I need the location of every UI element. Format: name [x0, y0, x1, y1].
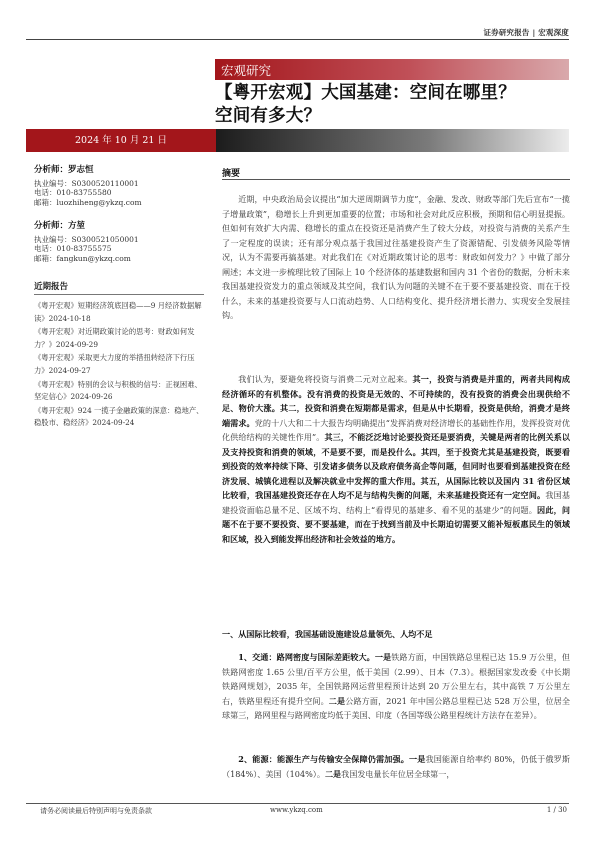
- body-text: 公路方面，2021 年中国公路总里程已达 528 万公里，位居全球第三，路网里程与路网密度均低于美国、印度（各国等级公路里程统计方法存在差异）。: [222, 695, 570, 720]
- report-title-line-1: 【粤开宏观】大国基建：空间在哪里？: [215, 83, 516, 103]
- body-bold-text: 其一，投资与消费是并重的，两者共同构成经济循环的有机整体。没有消费的投资是无效的、不可持续的，没有投资的消费会出现供给不足、物价大涨。其二，投资和消费在短期都是需求，但是从中长期看，投资是供给，消费才是终端需求。: [222, 374, 570, 428]
- analyst-license: 执业编号：S0300520110001: [34, 178, 139, 188]
- section-heading: 一、从国际比较看，我国基础设施建设总量领先、人均不足: [222, 629, 433, 639]
- header-divider: [26, 39, 569, 40]
- body-bold-text: 一是: [374, 652, 392, 662]
- analyst-email[interactable]: 邮箱：fangkun@ykzq.com: [34, 253, 131, 263]
- footer-divider: [26, 803, 569, 804]
- body-paragraph: [222, 372, 570, 546]
- analyst-card: [34, 222, 204, 263]
- body-text: 党的十八大和二十大报告均明确提出“发挥消费对经济增长的基础性作用，发挥投资对优化供给结构的关键性作用”。: [222, 417, 570, 442]
- body-paragraph: [222, 650, 570, 723]
- related-report-link[interactable]: 《粤开宏观》对近期政策讨论的思考：财政如何发力？》2024-09-29: [34, 327, 195, 349]
- analyst-email[interactable]: 邮箱：luozhiheng@ykzq.com: [34, 197, 142, 207]
- related-report-link[interactable]: 《粤开宏观》特别的会议与积极的信号：正视困难、坚定信心》2024-09-26: [34, 379, 202, 402]
- body-bold-text: 一是: [409, 754, 426, 764]
- page-number: 1 / 30: [546, 806, 567, 814]
- body-bold-text: 2、能源：能源生产与传输安全保障仍需加强。: [238, 754, 409, 764]
- body-bold-text: 二是: [324, 768, 342, 779]
- body-text: 我国发电量长年位居全球第一，: [341, 768, 455, 779]
- report-header-label: 证券研究报告 | 宏观深度: [483, 28, 569, 37]
- body-bold-text: 其三，不能泛泛地讨论要投资还是要消费，关键是两者的比例关系以及支持投资和消费的领域，不是要不要，而是投什么。其四，至于投资尤其是基建投资，既要看到投资的效率持续下降、引发诸多债务以及政府债务高企等问题，但同时也要看到基建投资在经济发展、城镇化进程以及解决就业中发挥的重大作用。其五，从国际比较以及国内 31 省份区域比较看，我国基建投资还存在人均不足与结构失衡的问题，未来基建投资还有一定空间。: [222, 432, 570, 500]
- report-title-line-2: 空间有多大？: [215, 106, 322, 126]
- summary-paragraph: [222, 192, 570, 323]
- related-report-link[interactable]: 《粤开宏观》采取更大力度的举措扭转经济下行压力》2024-09-27: [34, 353, 195, 375]
- analyst-name: 分析师：罗志恒: [34, 165, 94, 175]
- analyst-license: 执业编号：S0300521050001: [34, 234, 139, 244]
- analyst-card: [34, 166, 204, 207]
- analyst-phone: 电话：010-83755575: [34, 244, 112, 253]
- related-report-link[interactable]: 《粤开宏观》短期经济筑底回稳——9 月经济数据解读》2024-10-18: [34, 301, 202, 323]
- footer-website-link[interactable]: www.ykzq.com: [270, 806, 323, 814]
- summary-heading: 摘要: [222, 169, 241, 179]
- related-reports: [34, 280, 204, 431]
- report-category: 宏观研究: [221, 63, 272, 78]
- report-title: [215, 82, 575, 128]
- body-text: 我国基建投资面临总量不足、区域不均、结构上“看得见的基建多、看不见的基建少”的问题。: [222, 490, 570, 515]
- footer-disclaimer: 请务必阅读最后特别声明与免责条款: [40, 807, 152, 815]
- body-text: 我们认为，要避免将投资与消费二元对立起来。: [238, 374, 413, 384]
- body-bold-text: 因此，问题不在于要不要投资、要不要基建，而在于找到当前及中长期迫切需要又能补短板惠民生的领域和区域，投入到能发挥出经济和社会效益的地方。: [222, 504, 570, 544]
- body-bold-text: 二是: [328, 695, 346, 706]
- summary-text: 近期，中央政治局会议提出“加大逆周期调节力度”，金融、发改、财政等部门先后宣布“一揽子增量政策”，稳增长上升到更加重要的位置；市场和社会对此反应积极，预期和信心明显提振。但如何有效扩大内需、稳增长的重点在投资还是消费产生了较大分歧，对投资与消费的关系产生了一定程度的误读；还有部分观点基于我国过往基建投资产生了资源错配、引发债务风险等情况，认为不需要再搞基建。对此我们在《对近期政策讨论的思考：财政如何发力？》中做了部分阐述；本文进一步梳理比较了国际上 10 个经济体的基建数据和国内 31 个省份的数据，分析未来我国基建投资发力的重点领域及其空间，我们认为问题的关键不在于要不要基建投资、而在于投什么，未来的基建投资要与人口流动趋势、人口结构变化、提升经济增长潜力、实现安全发展挂钩。: [222, 194, 570, 320]
- related-report-link[interactable]: 《粤开宏观》924 一揽子金融政策的深意：稳地产、稳股市、稳经济》2024-09-24: [34, 405, 204, 428]
- decorative-gradient-bar: [216, 129, 569, 152]
- body-paragraph: [222, 752, 570, 781]
- analyst-phone: 电话：010-83755580: [34, 188, 112, 197]
- body-bold-text: 1、交通：路网密度与国际差距较大。: [238, 652, 375, 662]
- analyst-name: 分析师：方堃: [34, 221, 86, 231]
- related-reports-heading: 近期报告: [34, 280, 204, 295]
- report-date: 2024 年 10 月 21 日: [26, 129, 216, 152]
- body-text: 铁路方面，中国铁路总里程已达 15.9 万公里，但铁路网密度 1.65 公里/百平方公里，低于美国（2.99）、日本（7.3）。根据国家发改委《中长期铁路网规划》，2035 年，全国铁路网运营里程预计达到 20 万公里左右，其中高铁 7 万公里左右，铁路里程还有提升空间。: [222, 652, 570, 706]
- summary-divider: [222, 179, 570, 180]
- category-band: [215, 59, 569, 80]
- body-text: 我国能源自给率约 80%，仍低于俄罗斯（184%）、美国（104%）。: [222, 754, 570, 779]
